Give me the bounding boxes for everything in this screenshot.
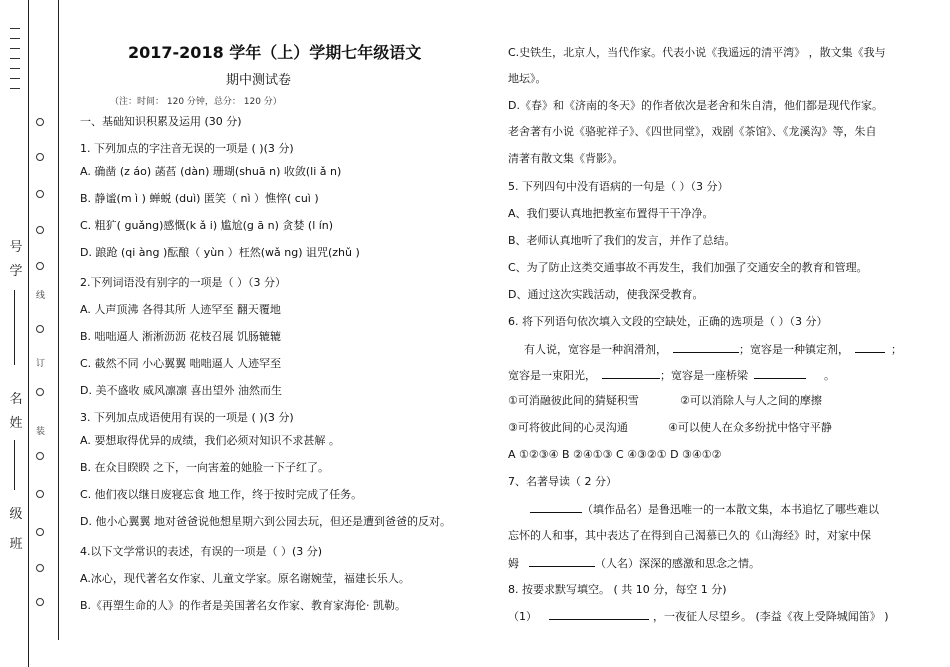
question-1: 1. 下列加点的字注音无误的一项是 ( )(3 分) — [80, 142, 294, 155]
punch-hole — [36, 564, 44, 572]
label-xing: 姓 — [9, 416, 23, 431]
q5-option-d: D、通过这次实践活动，使我深受教育。 — [508, 288, 704, 301]
label-hao: 号 — [9, 240, 23, 255]
exam-subtitle: 期中测试卷 — [226, 73, 292, 88]
q3-option-b: B. 在众目睽睽 之下，一向害羞的她脸一下子红了。 — [80, 461, 330, 474]
q4-option-d-line3: 清著有散文集《背影》。 — [508, 152, 624, 165]
q1-option-a: A. 确凿 (z áo) 菡萏 (dàn) 珊瑚(shuā n) 收敛(li ǎ n) — [80, 165, 342, 178]
label-xue: 学 — [9, 264, 23, 279]
q6-passage-line2 — [508, 367, 835, 383]
q1-option-b: B. 静谧(m ì ) 蝉蜕 (duì) 匿笑（ nì ）憔悴( cuì ) — [80, 192, 319, 205]
q6-passage-text: 宽容是一束阳光， — [508, 369, 596, 382]
q3-option-c: C. 他们夜以继日废寝忘食 地工作，终于按时完成了任务。 — [80, 488, 363, 501]
q6-item-2: ②可以消除人与人之间的摩擦 — [680, 394, 822, 407]
punch-hole — [36, 528, 44, 536]
q7-line3 — [508, 555, 760, 571]
q1-option-c: C. 粗犷( guǎng)感慨(k ǎ i) 尴尬(g ā n) 贪婪 (l ín) — [80, 219, 334, 232]
q2-option-b: B. 咄咄逼人 淅淅沥沥 花枝召展 饥肠辘辘 — [80, 330, 282, 343]
question-7: 7、名著导读（ 2 分） — [508, 475, 617, 488]
dash-mark — [10, 68, 20, 69]
q8-item-1 — [508, 608, 889, 624]
q4-option-c-line2: 地坛》。 — [508, 72, 547, 85]
q6-passage-text: ；宽容是一种镇定剂， — [739, 343, 849, 356]
question-4: 4.以下文学常识的表述，有误的一项是（ ）(3 分) — [80, 545, 323, 558]
punch-hole — [36, 153, 44, 161]
q7-line1 — [508, 501, 879, 517]
exam-note: （注：时间： 120 分钟，总分： 120 分） — [110, 97, 282, 107]
punch-hole — [36, 190, 44, 198]
q8-text: ，一夜征人尽望乡。 (李益《夜上受降城闻笛》 ) — [653, 610, 889, 623]
cut-char-line: 线 — [36, 291, 46, 301]
answer-blank[interactable] — [549, 608, 649, 620]
section-1-heading: 一、基础知识积累及运用 (30 分) — [80, 115, 242, 128]
q2-option-a: A. 人声顶沸 各得其所 人迹罕至 翻天覆地 — [80, 303, 281, 316]
q1-option-d: D. 踉跄 (qi àng )酝酿（ yùn ）枉然(wǎ ng) 诅咒(zhǔ ) — [80, 246, 360, 259]
dash-mark — [10, 78, 20, 79]
punch-hole — [36, 118, 44, 126]
question-5: 5. 下列四句中没有语病的一句是（ ）（3 分） — [508, 180, 729, 193]
question-8: 8. 按要求默写填空。 ( 共 10 分，每空 1 分) — [508, 583, 727, 596]
q3-option-d: D. 他小心翼翼 地对爸爸说他想星期六到公园去玩，但还是遭到爸爸的反对。 — [80, 515, 451, 528]
q5-option-a: A、我们要认真地把教室布置得干干净净。 — [508, 207, 714, 220]
answer-blank[interactable] — [529, 555, 595, 567]
label-ji: 级 — [9, 507, 23, 522]
punch-hole — [36, 452, 44, 460]
q4-option-d-line2: 老舍著有小说《骆驼祥子》、《四世同堂》，戏剧《茶馆》、《龙溪沟》等，朱自 — [508, 125, 877, 138]
punch-hole — [36, 490, 44, 498]
q2-option-d: D. 美不盛收 威风凛凛 喜出望外 油然而生 — [80, 384, 282, 397]
class-underline — [14, 440, 15, 490]
binding-line — [28, 0, 29, 667]
q6-item-1: ①可消融彼此间的猜疑积雪 — [508, 394, 639, 407]
question-3: 3. 下列加点成语使用有误的一项是 ( )(3 分) — [80, 411, 294, 424]
q6-answer-options: A ①②③④ B ②④①③ C ④③②① D ③④①② — [508, 448, 722, 461]
name-underline — [14, 290, 15, 365]
punch-hole — [36, 262, 44, 270]
q7-line2: 忘怀的人和事，其中表达了在得到自己渴慕已久的《山海经》时，对家中保 — [508, 529, 871, 542]
label-ban: 班 — [9, 537, 23, 552]
answer-blank[interactable] — [602, 367, 660, 379]
q6-item-4: ④可以使人在众多纷扰中恪守平静 — [668, 421, 832, 434]
q5-option-c: C、为了防止这类交通事故不再发生，我们加强了交通安全的教育和管理。 — [508, 261, 868, 274]
q7-text: 姆 — [508, 557, 519, 570]
q4-option-b: B.《再塑生命的人》的作者是美国著名女作家、教育家海伦· 凯勒。 — [80, 599, 407, 612]
cut-char-zhuang: 装 — [36, 427, 46, 437]
label-ming: 名 — [9, 392, 23, 407]
cut-line — [58, 0, 59, 640]
q7-text: （填作品名）是鲁迅唯一的一本散文集，本书追忆了哪些难以 — [582, 503, 879, 516]
punch-hole — [36, 388, 44, 396]
q4-option-d-line1: D.《春》和《济南的冬天》的作者依次是老舍和朱自清，他们都是现代作家。 — [508, 99, 883, 112]
q2-option-c: C. 截然不同 小心翼翼 咄咄逼人 人迹罕至 — [80, 357, 282, 370]
answer-blank[interactable] — [530, 501, 582, 513]
q5-option-b: B、老师认真地听了我们的发言，并作了总结。 — [508, 234, 736, 247]
q4-option-c-line1: C.史铁生，北京人，当代作家。代表小说《我遥远的清平湾》 ，散文集《我与 — [508, 46, 886, 59]
question-2: 2.下列词语没有别字的一项是（ ）（3 分） — [80, 276, 286, 289]
dash-mark — [10, 28, 20, 29]
answer-blank[interactable] — [673, 341, 739, 353]
dash-mark — [10, 58, 20, 59]
dash-mark — [10, 48, 20, 49]
q6-passage-text: 。 — [824, 369, 835, 382]
q7-text: （人名）深深的感激和思念之情。 — [595, 557, 760, 570]
q8-text: （1） — [508, 610, 537, 623]
dash-mark — [10, 38, 20, 39]
answer-blank[interactable] — [855, 341, 885, 353]
q4-option-a: A.冰心，现代著名女作家、儿童文学家。原名谢婉莹，福建长乐人。 — [80, 572, 410, 585]
question-6: 6. 将下列语句依次填入文段的空缺处，正确的选项是（ ）（3 分） — [508, 315, 828, 328]
q6-item-3: ③可将彼此间的心灵沟通 — [508, 421, 628, 434]
exam-title: 2017-2018 学年（上）学期七年级语文 — [128, 43, 422, 62]
binding-margin — [0, 0, 85, 667]
q6-passage-line1 — [524, 341, 902, 357]
punch-hole — [36, 226, 44, 234]
dash-mark — [10, 88, 20, 89]
q6-passage-text: ； — [891, 343, 902, 356]
q6-passage-text: 有人说，宽容是一种润滑剂， — [524, 343, 667, 356]
answer-blank[interactable] — [754, 367, 806, 379]
q6-passage-text: ；宽容是一座桥梁 — [660, 369, 748, 382]
punch-hole — [36, 598, 44, 606]
q3-option-a: A. 要想取得优异的成绩，我们必须对知识不求甚解 。 — [80, 434, 340, 447]
cut-char-ding: 订 — [36, 359, 46, 369]
punch-hole — [36, 325, 44, 333]
